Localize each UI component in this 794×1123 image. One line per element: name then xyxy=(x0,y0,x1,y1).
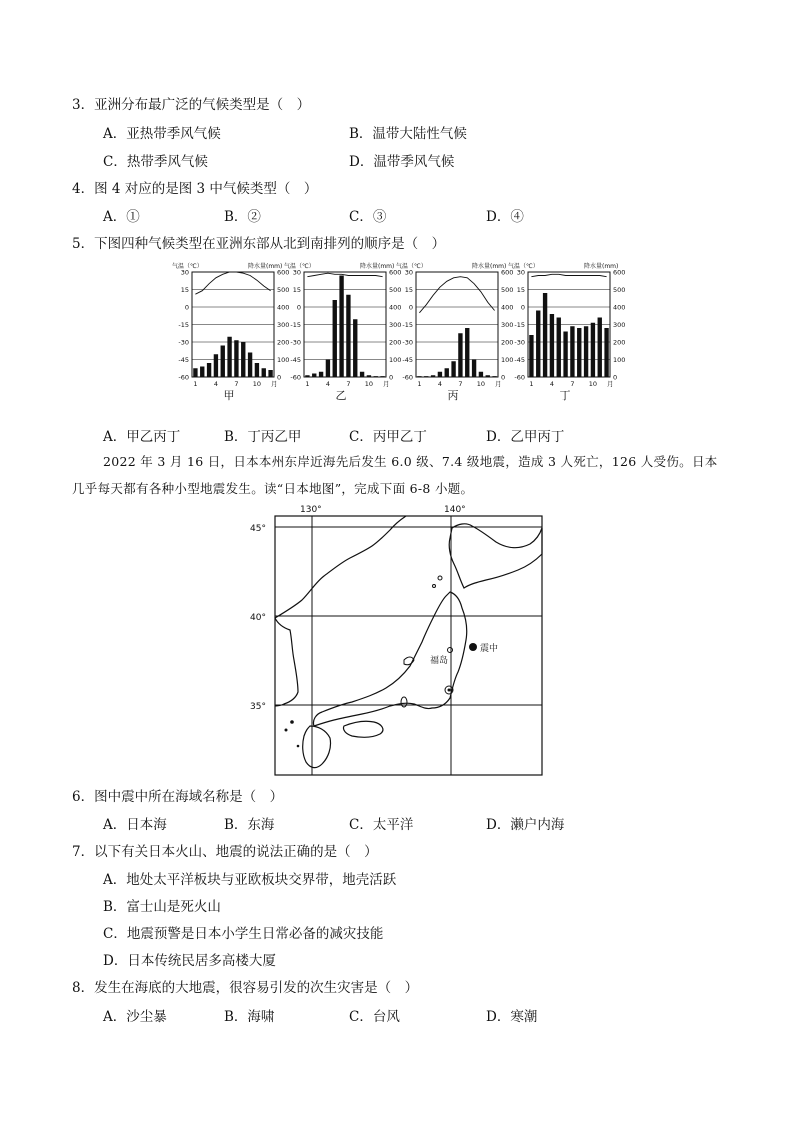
q7-option-a: A．地处太平洋板块与亚欧板块交界带，地壳活跃 xyxy=(103,872,397,888)
q3-option-c: C．热带季风气候 xyxy=(103,154,208,170)
chart-0-precip-tick: 200 xyxy=(277,338,290,347)
chart-1-temp-tick: 30 xyxy=(292,268,301,277)
chart-0-temp-tick: -45 xyxy=(178,356,189,364)
chart-3-precip-tick: 600 xyxy=(613,268,626,277)
chart-2-precip-bar xyxy=(424,376,428,377)
chart-1-precip-bar xyxy=(353,319,357,377)
chart-3-precip-bar xyxy=(570,326,574,377)
q3-option-a: A．亚热带季风气候 xyxy=(103,126,221,142)
chart-3-temp-tick: 0 xyxy=(520,303,525,312)
lat-label-45: 45° xyxy=(250,524,266,534)
q7-option-b: B．富士山是死火山 xyxy=(103,899,221,915)
chart-1-temp-axis-title: 气温（℃） xyxy=(284,263,315,270)
chart-1-precip-bar xyxy=(333,300,337,377)
chart-0-temp-tick: 30 xyxy=(180,268,189,277)
chart-3-temp-tick: -45 xyxy=(514,356,525,364)
chart-0-precip-bar xyxy=(262,368,266,377)
chart-0-temp-axis-title: 气温（℃） xyxy=(172,263,203,270)
chart-3-temp-tick: -15 xyxy=(514,321,525,329)
chart-1-precip-tick: 300 xyxy=(389,321,402,329)
chart-0-precip-bar xyxy=(268,370,272,377)
chart-2-precip-tick: 100 xyxy=(501,356,514,364)
chart-3-month-tick: 10 xyxy=(588,380,598,388)
chart-0-month-unit: 月 xyxy=(271,380,278,388)
chart-2-temp-tick: -30 xyxy=(402,338,413,347)
chart-0-temp-line xyxy=(195,272,270,294)
q6-option-d: D．濑户内海 xyxy=(486,817,565,833)
chart-0-temp-tick: -60 xyxy=(178,373,189,382)
chart-1-precip-bar xyxy=(367,375,371,377)
chart-1-precip-bar xyxy=(374,376,378,377)
chart-1-month-tick: 4 xyxy=(325,380,330,388)
chart-0-precip-bar xyxy=(200,367,204,378)
chart-2-precip-bar xyxy=(438,372,442,377)
chart-3-precip-axis-title: 降水量(mm) xyxy=(584,263,619,270)
chart-0-precip-tick: 300 xyxy=(277,321,290,329)
iki-island xyxy=(285,729,288,732)
chart-2-month-tick: 10 xyxy=(476,380,486,388)
chart-3-precip-tick: 100 xyxy=(613,356,626,364)
goto-island xyxy=(297,745,300,748)
fukushima-label: 福岛 xyxy=(430,656,449,666)
chart-3-precip-bar xyxy=(584,326,588,377)
chart-0-temp-tick: 15 xyxy=(180,286,189,294)
chart-2-precip-tick: 500 xyxy=(501,286,514,294)
chart-0-temp-tick: 0 xyxy=(184,303,189,312)
chart-1-temp-tick: 15 xyxy=(292,286,301,294)
chart-0-precip-tick: 600 xyxy=(277,268,290,277)
tokyo-marker-center xyxy=(448,689,451,692)
q8-option-b: B．海啸 xyxy=(224,1009,275,1025)
chart-2-month-unit: 月 xyxy=(495,380,502,388)
chart-2-temp-tick: -45 xyxy=(402,356,413,364)
q5-option-b: B．丁丙乙甲 xyxy=(224,429,302,445)
chart-2-name: 丙 xyxy=(447,389,459,402)
q5-option-a: A．甲乙丙丁 xyxy=(103,429,181,445)
chart-3-temp-tick: 15 xyxy=(516,286,525,294)
chart-2-precip-bar xyxy=(486,375,490,377)
chart-0-month-tick: 1 xyxy=(193,380,198,388)
chart-1-precip-bar xyxy=(312,374,316,378)
intro-line-1: 2022 年 3 月 16 日，日本本州东岸近海先后发生 6.0 级、7.4 级地震，造成 3 人死亡，126 人受伤。日本 xyxy=(103,454,718,469)
chart-0-precip-bar xyxy=(207,363,211,377)
chart-1-precip-bar xyxy=(305,375,309,377)
chart-2-temp-line xyxy=(419,277,494,313)
chart-3-precip-tick: 300 xyxy=(613,321,626,329)
chart-1-month-tick: 10 xyxy=(364,380,374,388)
chart-1-temp-line xyxy=(307,273,382,277)
chart-2-precip-bar xyxy=(417,376,421,377)
map-frame xyxy=(275,516,542,775)
chart-1-temp-tick: -30 xyxy=(290,338,301,347)
chart-1-precip-bar xyxy=(319,372,323,377)
q6-option-c: C．太平洋 xyxy=(349,817,414,833)
chart-3-precip-bar xyxy=(557,318,561,378)
chart-0-name: 甲 xyxy=(223,389,235,402)
chart-0-precip-bar xyxy=(221,346,225,378)
chart-2-temp-axis-title: 气温（℃） xyxy=(396,263,427,270)
lat-label-40: 40° xyxy=(250,613,266,623)
chart-3-precip-bar xyxy=(543,293,547,377)
chart-3-month-tick: 4 xyxy=(549,380,554,388)
chart-3-name: 丁 xyxy=(559,389,571,402)
chart-2-temp-tick: -15 xyxy=(402,321,413,329)
chart-3-precip-bar xyxy=(536,311,540,378)
chart-1-precip-bar xyxy=(326,360,330,378)
chart-0-precip-tick: 100 xyxy=(277,356,290,364)
q6-option-a: A．日本海 xyxy=(103,817,167,833)
chart-2-precip-bar xyxy=(465,328,469,377)
chart-0-precip-bar xyxy=(241,342,245,377)
chart-0-precip-bar xyxy=(248,353,252,378)
q3-option-d: D．温带季风气候 xyxy=(349,154,455,170)
chart-3-precip-bar xyxy=(563,332,567,378)
chart-1-precip-tick: 600 xyxy=(389,268,402,277)
tsushima-island xyxy=(290,720,294,724)
chart-2-precip-bar xyxy=(472,360,476,378)
chart-2-temp-tick: 0 xyxy=(408,303,413,312)
q7-option-c: C．地震预警是日本小学生日常必备的减灾技能 xyxy=(103,926,384,942)
chart-2-precip-tick: 200 xyxy=(501,338,514,347)
chart-1-precip-bar xyxy=(360,372,364,377)
chart-3-precip-bar xyxy=(591,323,595,377)
q4-option-a: A．① xyxy=(103,209,140,225)
chart-2-precip-bar xyxy=(445,368,449,377)
chart-2-precip-tick: 600 xyxy=(501,268,514,277)
q4-stem: 4．图 4 对应的是图 3 中气候类型（ ） xyxy=(72,181,318,197)
mainland-coast xyxy=(275,516,406,618)
chart-0-precip-bar xyxy=(214,354,218,377)
chart-0-precip-bar xyxy=(255,363,259,377)
chart-3-temp-line xyxy=(531,274,606,276)
chart-0-temp-tick: -15 xyxy=(178,321,189,329)
q7-option-d: D．日本传统民居多高楼大厦 xyxy=(103,953,276,969)
chart-0-precip-bar xyxy=(234,340,238,377)
korean-peninsula xyxy=(275,618,298,706)
chart-3-precip-tick: 200 xyxy=(613,338,626,347)
fukushima-marker xyxy=(448,648,453,653)
chart-1-temp-tick: -15 xyxy=(290,321,301,329)
chart-2-temp-tick: 30 xyxy=(404,268,413,277)
chart-0-precip-tick: 500 xyxy=(277,286,290,294)
q3-option-b: B．温带大陆性气候 xyxy=(349,126,467,142)
chart-3-precip-tick: 400 xyxy=(613,303,626,312)
chart-2-precip-tick: 400 xyxy=(501,303,514,312)
chart-1-precip-tick: 200 xyxy=(389,338,402,347)
chart-1-month-tick: 7 xyxy=(346,380,351,388)
chart-0-month-tick: 7 xyxy=(234,380,239,388)
chart-2-precip-axis-title: 降水量(mm) xyxy=(472,263,507,270)
hokkaido xyxy=(449,524,542,588)
chart-1-precip-tick: 500 xyxy=(389,286,402,294)
chart-0-precip-bar xyxy=(193,368,197,377)
chart-1-temp-tick: 0 xyxy=(296,303,301,312)
chart-2-precip-bar xyxy=(431,375,435,377)
chart-2-month-tick: 4 xyxy=(437,380,442,388)
chart-0-precip-tick: 400 xyxy=(277,303,290,312)
chart-2-month-tick: 7 xyxy=(458,380,463,388)
chart-1-temp-tick: -60 xyxy=(290,373,301,382)
intro-line-2: 几乎每天都有各种小型地震发生。读“日本地图”，完成下面 6-8 小题。 xyxy=(72,481,474,496)
chart-2-precip-bar xyxy=(479,372,483,377)
q5-option-d: D．乙甲丙丁 xyxy=(486,429,565,445)
lon-label-130: 130° xyxy=(300,505,322,515)
epicenter-label: 震中 xyxy=(480,644,499,654)
q8-option-a: A．沙尘暴 xyxy=(103,1009,167,1025)
chart-3-temp-tick: 30 xyxy=(516,268,525,277)
chart-0-month-tick: 10 xyxy=(252,380,262,388)
chart-0-month-tick: 4 xyxy=(213,380,218,388)
q5-option-c: C．丙甲乙丁 xyxy=(349,429,427,445)
rebun-island xyxy=(438,576,442,580)
chart-0-precip-bar xyxy=(227,337,231,377)
chart-3-precip-bar xyxy=(550,314,554,377)
chart-2-precip-tick: 0 xyxy=(501,373,506,382)
chart-2-temp-tick: 15 xyxy=(404,286,413,294)
chart-3-precip-tick: 500 xyxy=(613,286,626,294)
chart-1-precip-tick: 0 xyxy=(389,373,394,382)
chart-3-precip-bar xyxy=(598,318,602,378)
chart-1-precip-bar xyxy=(346,295,350,377)
chart-0-temp-tick: -30 xyxy=(178,338,189,347)
japan-map xyxy=(240,500,550,780)
chart-1-name: 乙 xyxy=(335,389,347,402)
q4-option-c: C．③ xyxy=(349,209,387,225)
chart-3-month-tick: 1 xyxy=(529,380,534,388)
chart-1-month-unit: 月 xyxy=(383,380,390,388)
chart-3-temp-tick: -30 xyxy=(514,338,525,347)
chart-1-precip-tick: 100 xyxy=(389,356,402,364)
chart-1-precip-axis-title: 降水量(mm) xyxy=(360,263,395,270)
chart-3-temp-tick: -60 xyxy=(514,373,525,382)
q5-stem: 5．下图四种气候类型在亚洲东部从北到南排列的顺序是（ ） xyxy=(72,236,446,252)
epicenter-marker xyxy=(469,643,477,651)
chart-3-precip-bar xyxy=(604,328,608,377)
chart-2-precip-tick: 300 xyxy=(501,321,514,329)
q4-option-d: D．④ xyxy=(486,209,524,225)
shikoku xyxy=(343,721,382,737)
chart-2-precip-bar xyxy=(458,333,462,377)
kyushu xyxy=(303,726,331,768)
q7-stem: 7．以下有关日本火山、地震的说法正确的是（ ） xyxy=(72,844,378,860)
chart-1-precip-bar xyxy=(339,276,343,378)
q6-option-b: B．东海 xyxy=(224,817,275,833)
chart-2-temp-tick: -60 xyxy=(402,373,413,382)
chart-3-precip-bar xyxy=(529,335,533,377)
okushiri-island xyxy=(433,585,436,588)
chart-2-precip-bar xyxy=(451,361,455,377)
q8-option-d: D．寒潮 xyxy=(486,1009,538,1025)
chart-2-precip-bar xyxy=(492,376,496,377)
climate-charts xyxy=(170,260,630,410)
q3-stem: 3．亚洲分布最广泛的气候类型是（ ） xyxy=(72,97,311,113)
chart-3-month-tick: 7 xyxy=(570,380,575,388)
chart-3-precip-tick: 0 xyxy=(613,373,618,382)
chart-1-month-tick: 1 xyxy=(305,380,310,388)
chart-3-precip-bar xyxy=(577,328,581,377)
q4-option-b: B．② xyxy=(224,209,261,225)
chart-2-month-tick: 1 xyxy=(417,380,422,388)
chart-1-temp-tick: -45 xyxy=(290,356,301,364)
chart-3-month-unit: 月 xyxy=(607,380,614,388)
chart-0-precip-axis-title: 降水量(mm) xyxy=(248,263,283,270)
q6-stem: 6．图中震中所在海域名称是（ ） xyxy=(72,789,284,805)
q8-stem: 8．发生在海底的大地震，很容易引发的次生灾害是（ ） xyxy=(72,980,419,996)
chart-3-temp-axis-title: 气温（℃） xyxy=(508,263,539,270)
chart-1-precip-bar xyxy=(380,376,384,377)
lat-label-35: 35° xyxy=(250,702,266,712)
lon-label-140: 140° xyxy=(444,505,466,515)
chart-1-precip-tick: 400 xyxy=(389,303,402,312)
q8-option-c: C．台风 xyxy=(349,1009,400,1025)
chart-0-precip-tick: 0 xyxy=(277,373,282,382)
